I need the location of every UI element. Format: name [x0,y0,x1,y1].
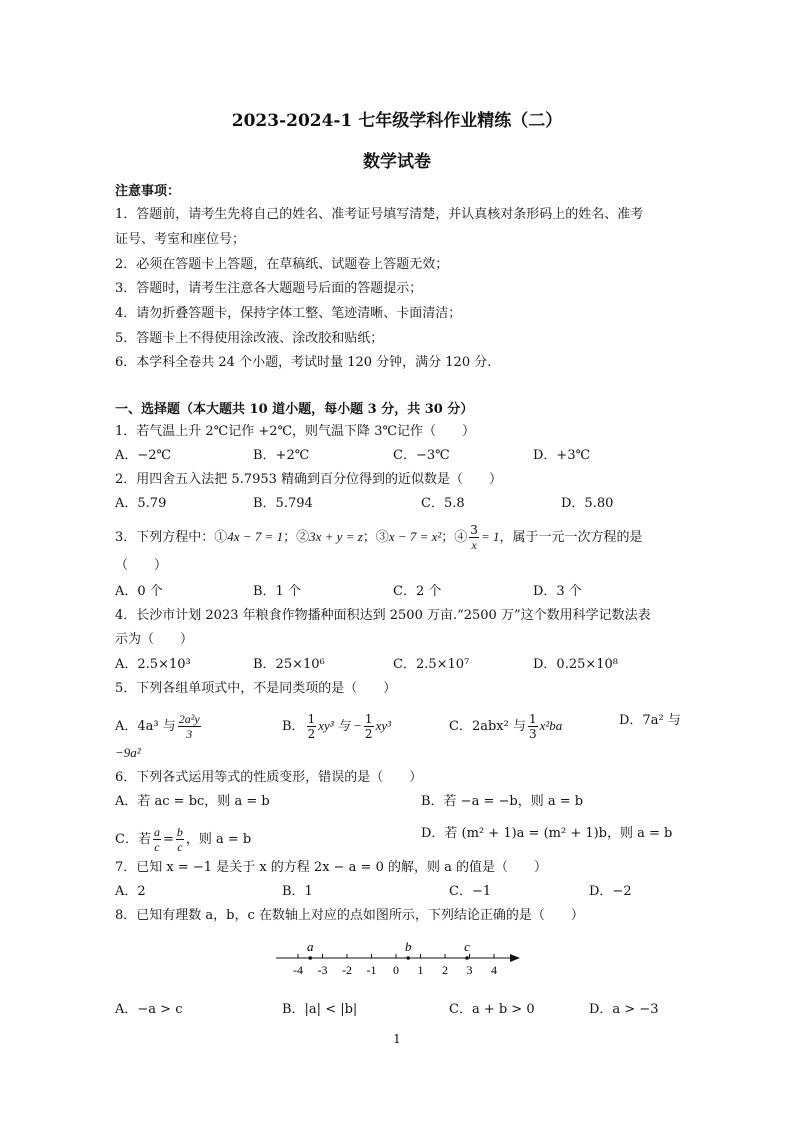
q5-option-d: D．7a² 与 [619,713,681,728]
section-heading: 一、选择题（本大题共 10 道小题，每小题 3 分，共 30 分） [115,402,474,417]
q1-option-c: C．−3℃ [393,448,450,463]
q4-option-c: C．2.5×10⁷ [393,657,470,672]
q5-option-d-cont: −9a² [115,745,141,760]
number-line-point-a [308,956,312,960]
notice-item: 5．答题卡上不得使用涂改液、涂改胶和贴纸； [115,331,384,346]
q3-equation-4-rest: = 1 [480,529,500,544]
q7-option-c: C．−1 [449,884,492,899]
q5-a-fraction: $\frac{\text{2a²y}}{3}$ [178,712,200,741]
q3-equation-3: x − 7 = x² [388,529,442,544]
q3-option-c: C．2 个 [393,584,442,599]
question-8-stem: 8．已知有理数 a，b，c 在数轴上对应的点如图所示，下列结论正确的是（ ） [115,908,584,923]
number-line-tick-label: -3 [317,963,328,977]
exam-subtitle: 数学试卷 [363,152,431,172]
notice-item: 证号、考室和座位号； [115,232,246,247]
q2-option-a: A．5.79 [115,496,167,511]
q3-sep: ；④ [441,530,468,545]
question-3-stem [115,523,642,552]
number-line-tick-label: 1 [417,963,424,977]
q2-option-c: C．5.8 [421,496,465,511]
q3-equation-1: 4x − 7 = 1 [227,529,284,544]
page-number: 1 [393,1032,401,1046]
q6-option-b: B．若 −a = −b，则 a = b [421,794,584,809]
number-line-point-c [465,956,469,960]
q5-option-a: A．4a³ 与 $\frac{\text{2a²y}}{3}$ [115,712,200,741]
number-line-figure [270,938,530,984]
exam-title: 2023-2024-1 七年级学科作业精练（二） [231,111,563,131]
q3-option-a: A．0 个 [115,584,163,599]
q8-option-a: A．−a > c [115,1002,183,1017]
q5-b-fraction-1: $\frac{1}{2}$ [307,712,316,741]
q3-prefix: 3．下列方程中：① [115,530,228,545]
question-7-stem: 7．已知 x = −1 是关于 x 的方程 2x − a = 0 的解，则 a 的值是（ ） [115,860,548,875]
question-2-stem: 2．用四舍五入法把 5.7953 精确到百分位得到的近似数是（ ） [115,472,503,487]
notice-item: 2．必须在答题卡上答题，在草稿纸、试题卷上答题无效； [115,257,449,272]
number-line-point-label: c [464,939,470,954]
q5-option-b: B． $\frac{1}{2}$ xy³ 与 − $\frac{1}{2}$ xy³ [282,712,391,741]
q7-option-d: D．−2 [589,884,632,899]
q2-option-b: B．5.794 [253,496,313,511]
q3-equation-2: 3x + y = z [309,529,363,544]
notice-item: 4．请勿折叠答题卡，保持字体工整、笔迹清晰、卡面清洁； [115,306,462,321]
q4-option-a: A．2.5×10³ [115,657,191,672]
q8-option-b: B．|a| < |b| [282,1002,358,1017]
number-line-tick-label: 0 [393,963,399,977]
q3-sep: ；② [283,530,310,545]
q8-option-d: D．a > −3 [589,1002,659,1017]
notice-item: 6．本学科全卷共 24 个小题，考试时量 120 分钟，满分 120 分. [115,355,492,370]
q6-option-a: A．若 ac = bc，则 a = b [115,794,270,809]
q5-option-c: C．2abx² 与 $\frac{1}{3}$ x²ba [449,712,563,741]
q6-c-fraction-1: $\frac{a}{c}$ [153,825,160,854]
q6-c-fraction-2: $\frac{b}{c}$ [176,825,183,854]
q4-option-d: D．0.25×10⁸ [533,657,619,672]
number-line-arrow [510,954,520,962]
question-4-stem-cont: 示为（ ） [115,632,194,647]
notice-heading: 注意事项： [115,184,181,199]
number-line-points [307,939,470,960]
question-1-stem: 1．若气温上升 2℃记作 +2℃，则气温下降 3℃记作（ ） [115,424,476,439]
number-line-tick-label: 3 [466,963,473,977]
q2-option-d: D．5.80 [561,496,614,511]
question-6-stem: 6．下列各式运用等式的性质变形，错误的是（ ） [115,770,423,785]
q6-option-d: D．若 (m² + 1)a = (m² + 1)b，则 a = b [421,826,673,841]
q1-option-d: D．+3℃ [533,448,591,463]
q5-b-fraction-2: $\frac{1}{2}$ [364,712,373,741]
number-line-point-label: a [307,939,314,954]
q3-sep: ；③ [362,530,389,545]
number-line-tick-label: -2 [342,963,352,977]
notice-item: 1．答题前，请考生先将自己的姓名、准考证号填写清楚，并认真核对条形码上的姓名、准考 [115,207,644,222]
number-line-point-b [406,956,410,960]
q8-option-c: C．a + b > 0 [449,1002,535,1017]
q7-option-b: B．1 [282,884,313,899]
notice-item: 3．答题时，请考生注意各大题题号后面的答题提示； [115,281,423,296]
q7-option-a: A．2 [115,884,146,899]
question-4-stem: 4．长沙市计划 2023 年粮食作物播种面积达到 2500 万亩.“2500 万”这个数用科学记数法表 [115,608,651,623]
q3-suffix: ，属于一元一次方程的是 [499,530,643,545]
q5-c-fraction: $\frac{1}{3}$ [528,712,537,741]
q1-option-a: A．−2℃ [115,448,172,463]
number-line-tick-label: 2 [442,963,448,977]
number-line-tick-label: 4 [491,963,497,977]
q3-option-d: D．3 个 [533,584,582,599]
q3-option-b: B．1 个 [253,584,301,599]
q6-option-c: C．若 $\frac{a}{c}$ = $\frac{b}{c}$ ，则 a = b [115,825,252,854]
q4-option-b: B．25×10⁶ [253,657,325,672]
number-line-point-label: b [405,939,412,954]
q3-equation-4-fraction: $\frac{3}{x}$ [470,523,478,552]
q1-option-b: B．+2℃ [253,448,310,463]
q3-answer-paren: （ ） [115,558,168,573]
question-5-stem: 5．下列各组单项式中，不是同类项的是（ ） [115,681,397,696]
number-line-tick-label: -4 [293,963,303,977]
number-line-tick-label: -1 [366,963,377,977]
